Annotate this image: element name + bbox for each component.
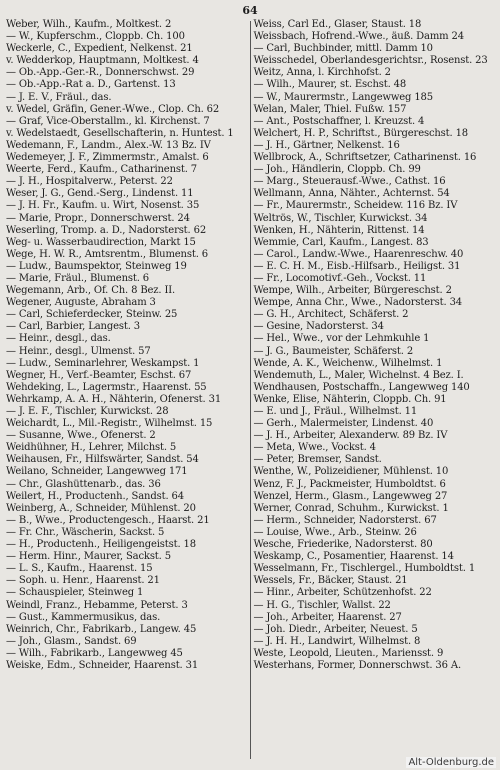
directory-entry: — Carl, Schieferdecker, Steinw. 25 <box>6 309 178 321</box>
directory-entry: — Hel., Wwe., vor der Lehmkuhle 1 <box>253 333 430 345</box>
directory-entry: — W., Kupferschm., Cloppb. Ch. 100 <box>6 31 185 43</box>
directory-entry: — Fr., Maurermstr., Scheidew. 116 Bz. IV <box>253 200 458 212</box>
directory-entry: — Hinr., Arbeiter, Schützenhofst. 22 <box>253 587 432 599</box>
directory-entry: — Carol., Landw.-Wwe., Haarenreschw. 40 <box>253 248 464 260</box>
directory-entry: — E. C. H. M., Eisb.-Hilfsarb., Heiligst. 31 <box>253 260 461 272</box>
directory-entry: Wegner, H., Verf.-Beamter, Eschst. 67 <box>6 369 192 381</box>
directory-entry: — Carl, Buchbinder, mittl. Damm 10 <box>253 43 433 55</box>
directory-entry: v. Wedelstaedt, Gesellschafterin, n. Huntest. 1 <box>6 127 234 139</box>
directory-entry: Wesche, Friederike, Nadorsterst. 80 <box>253 539 433 551</box>
directory-entry: Weiske, Edm., Schneider, Haarenst. 31 <box>6 659 199 671</box>
directory-entry: Wedemann, F., Landm., Alex.-W. 13 Bz. IV <box>6 139 211 151</box>
directory-entry: Wenz, F. J., Packmeister, Humboldtst. 6 <box>253 478 446 490</box>
directory-entry: Westerhans, Former, Donnerschwst. 36 A. <box>253 659 461 671</box>
directory-entry: Weissbach, Hofrend.-Wwe., äuß. Damm 24 <box>253 31 464 43</box>
directory-entry: — Soph. u. Henr., Haarenst. 21 <box>6 575 160 587</box>
directory-entry: Weiss, Carl Ed., Glaser, Staust. 18 <box>253 19 422 30</box>
directory-entry: Wempe, Wilh., Arbeiter, Bürgereschst. 2 <box>253 285 452 297</box>
directory-entry: Weitz, Anna, l. Kirchhofst. 2 <box>253 67 391 79</box>
directory-entry: Wempe, Anna Chr., Wwe., Nadorsterst. 34 <box>253 297 463 309</box>
directory-entry: — Fr. Chr., Wäscherin, Sackst. 5 <box>6 526 165 538</box>
directory-entry: Wegener, Auguste, Abraham 3 <box>6 297 156 309</box>
directory-entry: — Ob.-App.-Rat a. D., Gartenst. 13 <box>6 79 176 91</box>
directory-entry: Weste, Leopold, Lieuten., Mariensst. 9 <box>253 647 444 659</box>
directory-entry: Wenthe, W., Polizeidiener, Mühlenst. 10 <box>253 466 449 478</box>
directory-entry: — Joh., Glasm., Sandst. 69 <box>6 635 137 647</box>
directory-entry: — Ludw., Baumspektor, Steinweg 19 <box>6 260 187 272</box>
directory-entry: Wehdeking, L., Lagermstr., Haarenst. 55 <box>6 381 207 393</box>
directory-entry: — Gesine, Nadorsterst. 34 <box>253 321 384 333</box>
directory-entry: — H., Productenh., Heiligengeistst. 18 <box>6 539 196 551</box>
directory-entry: Weserling, Tromp. a. D., Nadorsterst. 62 <box>6 224 207 236</box>
directory-entry: v. Wedel, Gräfin, Gener.-Wwe., Clop. Ch. 62 <box>6 103 220 115</box>
directory-entry: v. Wedderkop, Hauptmann, Moltkest. 4 <box>6 55 199 67</box>
directory-entry: Weisschedel, Oberlandesgerichtsr., Rosenst. 23 <box>253 55 488 67</box>
directory-entry: Weilano, Schneider, Langewweg 171 <box>6 466 188 478</box>
directory-entry: Werner, Conrad, Schuhm., Kurwickst. 1 <box>253 502 449 514</box>
directory-entry: — J. H., Arbeiter, Alexanderw. 89 Bz. IV <box>253 430 448 442</box>
directory-entry: — Fr., Locomotivf.-Geh., Vockst. 11 <box>253 272 427 284</box>
directory-entry: — Joh., Händlerin, Cloppb. Ch. 99 <box>253 164 421 176</box>
column-divider <box>250 21 251 759</box>
directory-columns <box>6 19 494 765</box>
directory-entry: — Ant., Postschaffner, l. Kreuzst. 4 <box>253 115 425 127</box>
directory-entry: Weser, J. G., Gend.-Serg., Lindenst. 11 <box>6 188 194 200</box>
directory-entry: — Heinr., desgl., das. <box>6 333 111 345</box>
directory-entry: — Susanne, Wwe., Ofenerst. 2 <box>6 430 156 442</box>
directory-entry: — J. H., Gärtner, Nelkenst. 16 <box>253 139 400 151</box>
directory-entry: — J. H. Fr., Kaufm. u. Wirt, Nosenst. 35 <box>6 200 200 212</box>
directory-entry: Wenken, H., Nähterin, Rittenst. 14 <box>253 224 425 236</box>
directory-entry: — J. G., Baumeister, Schäferst. 2 <box>253 345 414 357</box>
directory-entry: — G. H., Architect, Schäferst. 2 <box>253 309 409 321</box>
directory-entry: Wesselmann, Fr., Tischlergel., Humboldtst. 1 <box>253 563 476 575</box>
directory-entry: Weerte, Ferd., Kaufm., Catharinenst. 7 <box>6 164 197 176</box>
directory-entry: Wedemeyer, J. F., Zimmermstr., Amalst. 6 <box>6 152 209 164</box>
directory-entry: Wenke, Elise, Nähterin, Cloppb. Ch. 91 <box>253 393 447 405</box>
directory-entry: — H. G., Tischler, Wallst. 22 <box>253 599 391 611</box>
directory-entry: Welan, Maler, Thiel. Fußw. 157 <box>253 103 407 115</box>
directory-entry: — J. H., Hospitalverw., Peterst. 22 <box>6 176 173 188</box>
directory-entry: — Herm., Schneider, Nadorsterst. 67 <box>253 514 437 526</box>
page-number: 64 <box>242 4 258 17</box>
directory-entry: Weidhühner, H., Lehrer, Milchst. 5 <box>6 442 177 454</box>
directory-entry: — Carl, Barbier, Langest. 3 <box>6 321 140 333</box>
directory-entry: — B., Wwe., Productengesch., Haarst. 21 <box>6 514 210 526</box>
directory-entry: Wehrkamp, A. A. H., Nähterin, Ofenerst. 31 <box>6 393 222 405</box>
directory-entry: Welchert, H. P., Schriftst., Bürgereschst. 18 <box>253 127 469 139</box>
directory-entry: — Wilh., Maurer, st. Eschst. 48 <box>253 79 407 91</box>
directory-entry: — Marie, Fräul., Blumenst. 6 <box>6 272 149 284</box>
directory-entry: Weg- u. Wasserbaudirection, Markt 15 <box>6 236 196 248</box>
directory-entry: — Ludw., Seminarlehrer, Weskampst. 1 <box>6 357 200 369</box>
directory-entry: Wemmie, Carl, Kaufm., Langest. 83 <box>253 236 429 248</box>
directory-entry: — Gust., Kammermusikus, das. <box>6 611 161 623</box>
directory-entry: — Herm. Hinr., Maurer, Sackst. 5 <box>6 551 171 563</box>
right-column <box>253 19 494 765</box>
directory-entry: — Schauspieler, Steinweg 1 <box>6 587 144 599</box>
directory-entry: — Joh. Diedr., Arbeiter, Neuest. 5 <box>253 623 418 635</box>
directory-entry: — J. H. H., Landwirt, Wilhelmst. 8 <box>253 635 421 647</box>
directory-entry: — E. und J., Fräul., Wilhelmst. 11 <box>253 406 418 417</box>
directory-entry: Wessels, Fr., Bäcker, Staust. 21 <box>253 575 408 587</box>
directory-entry: Wendhausen, Postschaffn., Langewweg 140 <box>253 381 470 393</box>
directory-entry: Wellmann, Anna, Nähter., Achternst. 54 <box>253 188 450 200</box>
directory-entry: — Gerh., Malermeister, Lindenst. 40 <box>253 418 434 430</box>
directory-entry: Wegemann, Arb., Of. Ch. 8 Bez. II. <box>6 285 176 297</box>
watermark: Alt-Oldenburg.de <box>408 757 494 768</box>
directory-entry: — Marie, Propr., Donnerschwerst. 24 <box>6 212 190 224</box>
directory-entry: — Peter, Bremser, Sandst. <box>253 454 382 466</box>
directory-entry: — Heinr., desgl., Ulmenst. 57 <box>6 345 151 357</box>
directory-entry: Wege, H. W. R., Amtsrentm., Blumenst. 6 <box>6 248 208 260</box>
directory-entry: — Ob.-App.-Ger.-R., Donnerschwst. 29 <box>6 67 195 79</box>
directory-entry: — Joh., Arbeiter, Haarenst. 27 <box>253 611 402 623</box>
left-column <box>6 19 247 765</box>
directory-entry: Weber, Wilh., Kaufm., Moltkest. 2 <box>6 19 172 30</box>
directory-entry: — L. S., Kaufm., Haarenst. 15 <box>6 563 153 575</box>
directory-entry: Wellbrock, A., Schriftsetzer, Catharinenst. 16 <box>253 152 477 164</box>
directory-entry: — Chr., Glashüttenarb., das. 36 <box>6 478 161 490</box>
directory-entry: — J. E. F., Tischler, Kurwickst. 28 <box>6 406 169 417</box>
directory-entry: — Wilh., Fabrikarb., Langewweg 45 <box>6 647 183 659</box>
directory-entry: — J. E. V., Fräul., das. <box>6 91 112 103</box>
directory-entry: Weihausen, Fr., Hilfswärter, Sandst. 54 <box>6 454 199 466</box>
directory-entry: — Graf, Vice-Oberstallm., kl. Kirchenst. 7 <box>6 115 210 127</box>
directory-entry: Weckerle, C., Expedient, Nelkenst. 21 <box>6 43 193 55</box>
directory-entry: Wende, A. K., Weichenw., Wilhelmst. 1 <box>253 357 443 369</box>
directory-entry: Wenzel, Herm., Glasm., Langewweg 27 <box>253 490 448 502</box>
directory-entry: Weinberg, A., Schneider, Mühlenst. 20 <box>6 502 196 514</box>
directory-entry: — W., Maurermstr., Langewweg 185 <box>253 91 433 103</box>
directory-entry: Weskamp, C., Posamentier, Haarenst. 14 <box>253 551 454 563</box>
directory-entry: Wendemuth, L., Maler, Wichelnst. 4 Bez. I. <box>253 369 464 381</box>
directory-entry: Weltrös, W., Tischler, Kurwickst. 34 <box>253 212 428 224</box>
directory-entry: Weilert, H., Productenh., Sandst. 64 <box>6 490 184 502</box>
directory-entry: — Marg., Steuerausf.-Wwe., Cathst. 16 <box>253 176 446 188</box>
directory-entry: — Louise, Wwe., Arb., Steinw. 26 <box>253 526 417 538</box>
directory-entry: Weichardt, L., Mil.-Registr., Wilhelmst. 15 <box>6 418 213 430</box>
directory-entry: Weindl, Franz., Hebamme, Peterst. 3 <box>6 599 188 611</box>
directory-entry: — Meta, Wwe., Vockst. 4 <box>253 442 376 454</box>
directory-entry: Weinrich, Chr., Fabrikarb., Langew. 45 <box>6 623 197 635</box>
